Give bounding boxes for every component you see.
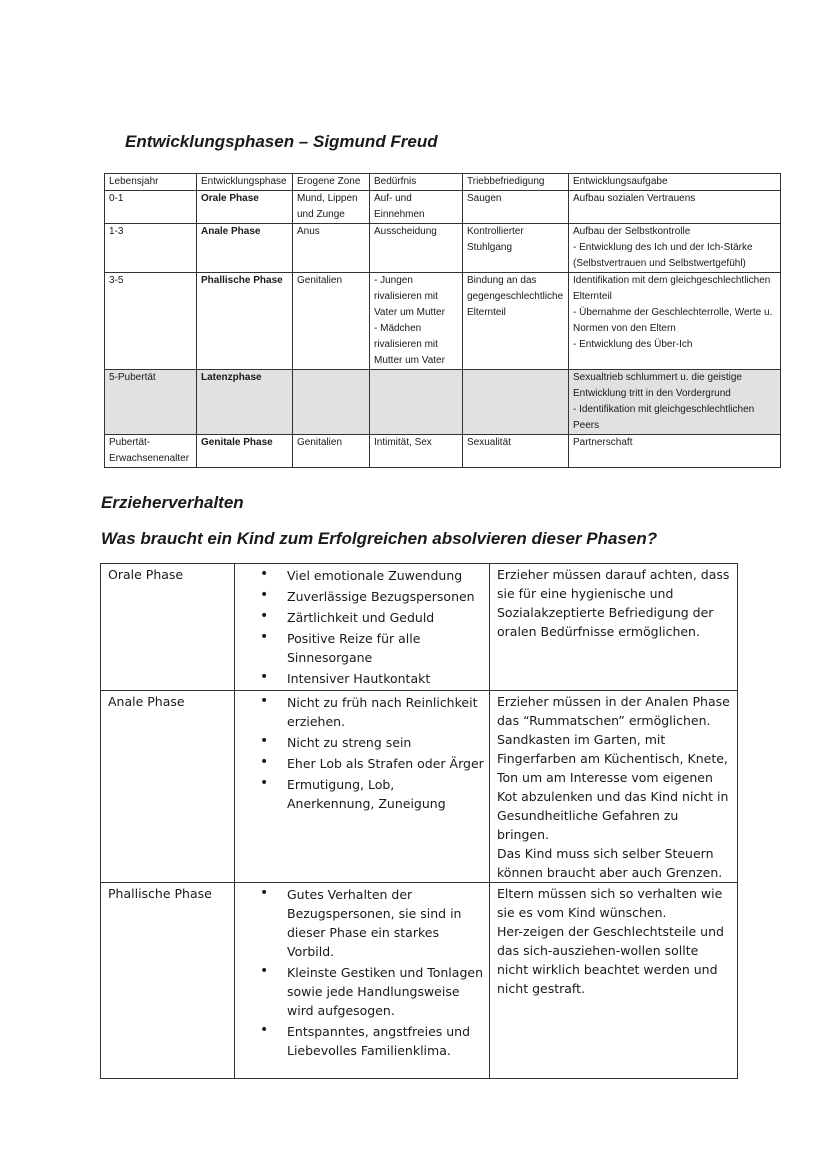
table-cell (463, 370, 569, 435)
list-item: • Ermutigung, Lob, Anerkennung, Zuneigung (287, 775, 485, 813)
freud-phases-table (104, 173, 781, 468)
table-cell: Orale Phase (197, 191, 293, 224)
table-cell: Kontrollierter Stuhlgang (463, 224, 569, 273)
table-cell: Bindung an das gegengeschlechtliche Elternteil (463, 273, 569, 370)
column-header: Entwicklungsphase (197, 174, 293, 191)
table-cell: Latenzphase (197, 370, 293, 435)
table-cell: Ausscheidung (370, 224, 463, 273)
needs-list (235, 566, 485, 688)
column-header: Lebensjahr (105, 174, 197, 191)
table-row (105, 191, 781, 224)
list-item: • Intensiver Hautkontakt (287, 669, 485, 688)
table-cell: 5-Pubertät (105, 370, 197, 435)
table-cell (105, 435, 197, 468)
cell-text: Aufbau der Selbstkontrolle - Entwicklung des Ich und der Ich-Stärke (Selbstvertrauen und Selbstwertgefühl) (573, 226, 753, 269)
list-item: • Zärtlichkeit und Geduld (287, 608, 485, 627)
table-cell: Saugen (463, 191, 569, 224)
column-header: Bedürfnis (370, 174, 463, 191)
column-header: Entwicklungsaufgabe (569, 174, 781, 191)
educator-cell: Erzieher müssen in der Analen Phase das “Rummatschen” ermöglichen. Sandkasten im Garten, mit Fingerfarben am Küchentisch, Knete, Ton um am Interesse vom eigenen Kot abzulenken und das Kind nicht in Gesundheitliche Gefahren zu bringen. Das Kind muss sich selber Steuern können braucht aber auch Grenzen. (490, 691, 738, 883)
table-row (101, 883, 738, 1079)
table-row (101, 691, 738, 883)
needs-cell (235, 883, 490, 1079)
list-item: • Kleinste Gestiken und Tonlagen sowie jede Handlungsweise wird aufgesogen. (287, 963, 485, 1020)
table-row (105, 370, 781, 435)
table-row (105, 435, 781, 468)
table-cell: Genitale Phase (197, 435, 293, 468)
list-item: • Nicht zu früh nach Reinlichkeit erziehen. (287, 693, 485, 731)
table-cell (293, 370, 370, 435)
table-cell (370, 273, 463, 370)
table-cell: Sexualität (463, 435, 569, 468)
column-header: Triebbefriedigung (463, 174, 569, 191)
table-cell: Auf- und Einnehmen (370, 191, 463, 224)
list-item: • Viel emotionale Zuwendung (287, 566, 485, 585)
table-cell: 0-1 (105, 191, 197, 224)
table-row (101, 564, 738, 691)
page-title: Entwicklungsphasen – Sigmund Freud (125, 132, 438, 151)
table-cell (569, 370, 781, 435)
list-item: • Zuverlässige Bezugspersonen (287, 587, 485, 606)
phase-cell: Anale Phase (101, 691, 235, 883)
table-row (105, 224, 781, 273)
cell-text: Sexualtrieb schlummert u. die geistige Entwicklung tritt in den Vordergrund - Identifikation mit gleichgeschlechtlichen Peers (573, 372, 755, 431)
table-cell: Phallische Phase (197, 273, 293, 370)
phase-cell: Orale Phase (101, 564, 235, 691)
erzieherverhalten-table (100, 563, 738, 1079)
table-cell (569, 224, 781, 273)
list-item: • Positive Reize für alle Sinnesorgane (287, 629, 485, 667)
cell-text: Pubertät- Erwachsenenalter (109, 437, 190, 464)
column-header: Erogene Zone (293, 174, 370, 191)
table-cell: 1-3 (105, 224, 197, 273)
table-cell: Anale Phase (197, 224, 293, 273)
educator-cell: Erzieher müssen darauf achten, dass sie für eine hygienische und Sozialakzeptierte Befriedigung der oralen Bedürfnisse ermöglichen. (490, 564, 738, 691)
cell-text: Identifikation mit dem gleichgeschlechtlichen Elternteil - Übernahme der Geschlechterrolle, Werte u. Normen von den Eltern - Entwicklung des Über-Ich (573, 275, 773, 350)
list-item: • Gutes Verhalten der Bezugspersonen, sie sind in dieser Phase ein starkes Vorbild. (287, 885, 485, 961)
table-cell: Genitalien (293, 273, 370, 370)
table-cell: Genitalien (293, 435, 370, 468)
cell-text: - Jungen rivalisieren mit Vater um Mutter - Mädchen rivalisieren mit Mutter um Vater (374, 275, 445, 366)
needs-list (235, 885, 485, 1060)
phase-cell: Phallische Phase (101, 883, 235, 1079)
list-item: • Entspanntes, angstfreies und Liebevolles Familienklima. (287, 1022, 485, 1060)
needs-cell (235, 691, 490, 883)
table-cell: Intimität, Sex (370, 435, 463, 468)
list-item: • Nicht zu streng sein (287, 733, 485, 752)
table-cell: Aufbau sozialen Vertrauens (569, 191, 781, 224)
needs-cell (235, 564, 490, 691)
list-item: • Eher Lob als Strafen oder Ärger (287, 754, 485, 773)
table-cell: Anus (293, 224, 370, 273)
table-cell (370, 370, 463, 435)
table-cell: Partnerschaft (569, 435, 781, 468)
educator-cell: Eltern müssen sich so verhalten wie sie es vom Kind wünschen. Her-zeigen der Geschlechtsteile und das sich-ausziehen-wollen sollte nicht wirklich beachtet werden und nicht gestraft. (490, 883, 738, 1079)
table-row (105, 273, 781, 370)
needs-list (235, 693, 485, 813)
table-cell (569, 273, 781, 370)
table-header-row (105, 174, 781, 191)
table-cell: 3-5 (105, 273, 197, 370)
table-cell: Mund, Lippen und Zunge (293, 191, 370, 224)
section-question: Was braucht ein Kind zum Erfolgreichen absolvieren dieser Phasen? (101, 529, 658, 548)
section-title: Erzieherverhalten (101, 493, 244, 512)
